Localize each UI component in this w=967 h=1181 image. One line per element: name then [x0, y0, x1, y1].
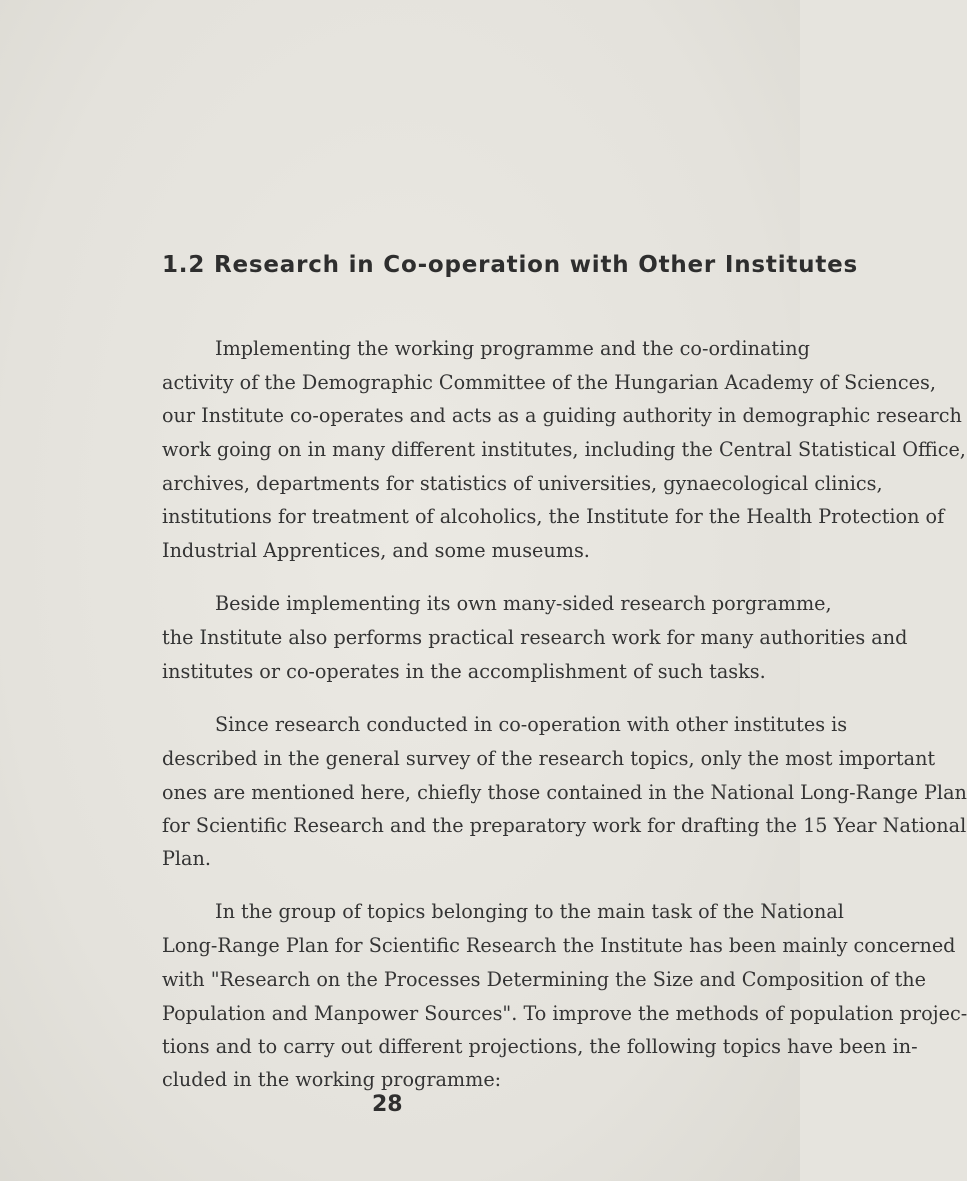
paragraph-1-line: institutions for treatment of alcoholics, the Institute for the Health Protection of: [162, 505, 945, 528]
paragraph-4-line: cluded in the working programme:: [162, 1068, 502, 1091]
section-heading: 1.2 Research in Co-operation with Other Institutes: [162, 252, 859, 278]
paragraph-1-line: Industrial Apprentices, and some museums.: [162, 539, 590, 562]
paragraph-1-line: activity of the Demographic Committee of the Hungarian Academy of Sciences,: [162, 371, 936, 394]
paragraph-2-line: institutes or co-operates in the accomplishment of such tasks.: [162, 660, 766, 683]
paragraph-3-line: Since research conducted in co-operation with other institutes is: [215, 713, 848, 736]
paragraph-2-line: the Institute also performs practical research work for many authorities and: [162, 626, 908, 649]
paragraph-2-line: Beside implementing its own many-sided research porgramme,: [215, 592, 832, 615]
paragraph-3-line: Plan.: [162, 847, 211, 870]
paragraph-4-line: with "Research on the Processes Determining the Size and Composition of the: [162, 968, 926, 991]
paragraph-4-line: In the group of topics belonging to the main task of the National: [215, 900, 844, 923]
paragraph-4-line: tions and to carry out different projections, the following topics have been in-: [162, 1035, 918, 1058]
page-number: 28: [372, 1092, 403, 1117]
paragraph-3-line: described in the general survey of the research topics, only the most important: [162, 747, 936, 770]
paragraph-3-line: for Scientific Research and the preparatory work for drafting the 15 Year National: [162, 814, 967, 837]
paragraph-1-line: work going on in many different institutes, including the Central Statistical Office,: [162, 438, 966, 461]
paragraph-3-line: ones are mentioned here, chiefly those contained in the National Long-Range Plan: [162, 781, 967, 804]
paragraph-1-line: Implementing the working programme and the co-ordinating: [215, 337, 810, 360]
paragraph-4-line: Long-Range Plan for Scientific Research the Institute has been mainly concerned: [162, 934, 956, 957]
paragraph-1-line: archives, departments for statistics of universities, gynaecological clinics,: [162, 472, 883, 495]
paragraph-4-line: Population and Manpower Sources". To improve the methods of population projec-: [162, 1002, 967, 1025]
paragraph-1-line: our Institute co-operates and acts as a guiding authority in demographic research: [162, 404, 962, 427]
